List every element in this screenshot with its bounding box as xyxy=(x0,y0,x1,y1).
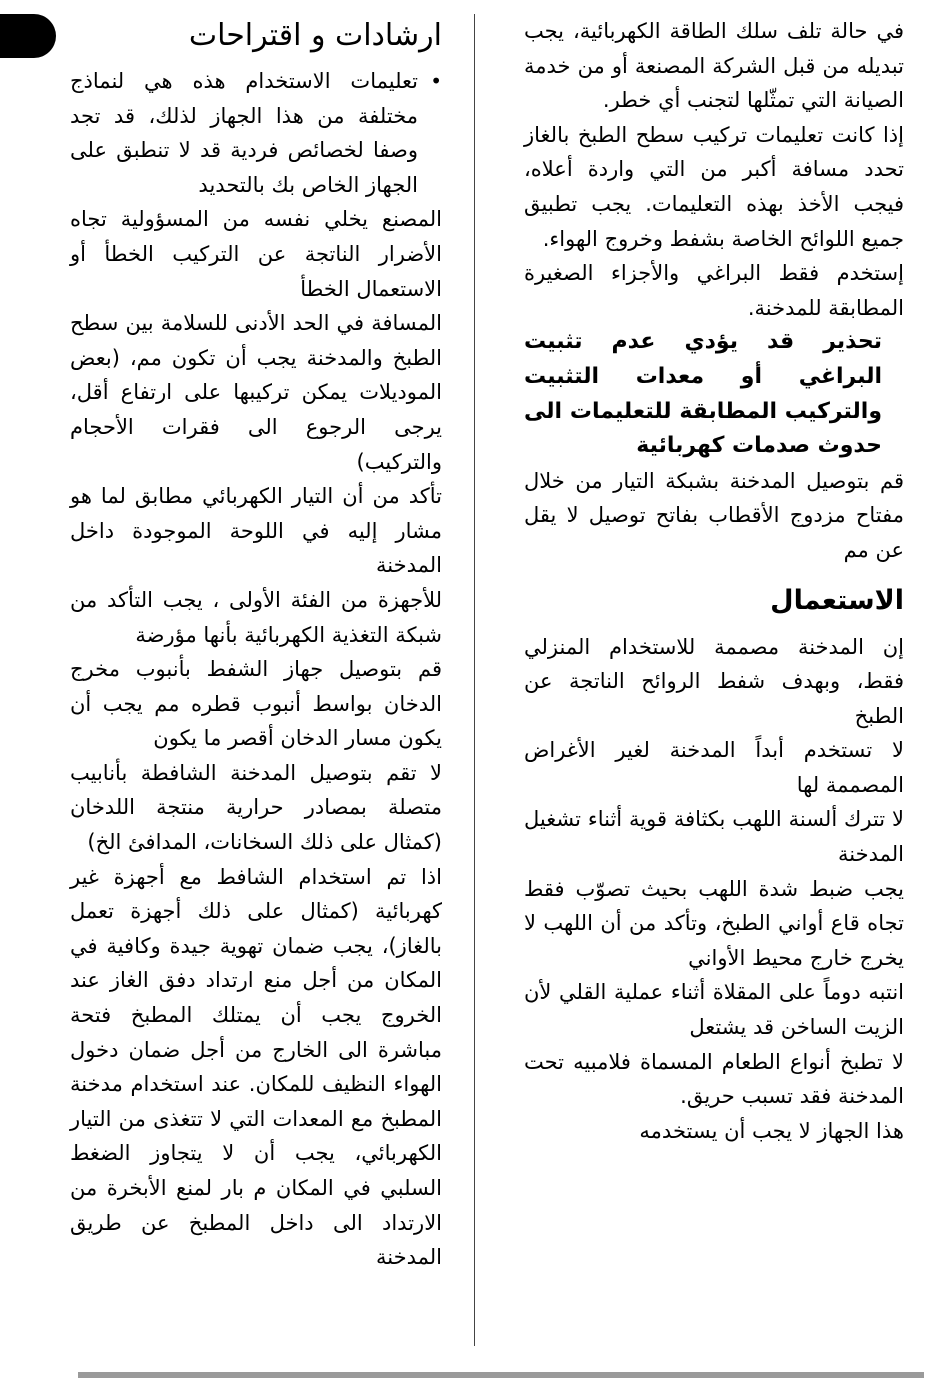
paragraph-intended-purpose: لا تستخدم أبداً المدخنة لغير الأغراض المصممة لها xyxy=(524,738,904,797)
paragraph-screws: إستخدم فقط البراغي والأجزاء الصغيرة المطابقة للمدخنة. xyxy=(524,261,904,320)
paragraph-frying: انتبه دوماً على المقلاة أثناء عملية القلي لأن الزيت الساخن قد يشتعل xyxy=(524,980,904,1040)
page-tab-marker xyxy=(0,14,56,58)
paragraph-voltage-check: تأكد من أن التيار الكهربائي مطابق لما هو مشار إليه في اللوحة الموجودة داخل المدخنة xyxy=(70,484,442,578)
bottom-rule xyxy=(78,1372,924,1378)
paragraph-gas-hob-distance: إذا كانت تعليمات تركيب سطح الطبخ بالغاز تحدد مسافة أكبر من التي واردة أعلاه، فيجب الأخذ بهذه التعليمات. يجب تطبيق جميع اللوائح الخاصة بشفط وخروج الهواء. xyxy=(524,122,904,251)
paragraph-flame-adjust: يجب ضبط شدة اللهب بحيث تصوّب فقط تجاه قاع أواني الطبخ، وتأكد من أن اللهب لا يخرج خارج محيط الأواني xyxy=(524,876,904,970)
paragraph-not-to-use: هذا الجهاز لا يجب أن يستخدمه xyxy=(639,1118,904,1143)
paragraph-heat-sources: لا تقم بتوصيل المدخنة الشافطة بأنابيب متصلة بمصادر حرارية منتجة اللدخان (كمثال على ذلك السخانات، المدافئ الخ) xyxy=(70,760,442,855)
paragraph-manufacturer-liability: المصنع يخلي نفسه من المسؤولية تجاه الأضرار الناتجة عن التركيب الخطأ أو الاستعمال الخطأ xyxy=(70,207,442,301)
left-column xyxy=(70,14,442,1275)
paragraph-strong-flames: لا تترك ألسنة اللهب بكثافة قوية أثناء تشغيل المدخنة xyxy=(524,807,904,867)
paragraph-power-cord: في حالة تلف سلك الطاقة الكهربائية، يجب تبديله من قبل الشركة المصنعة أو من خدمة الصيانة التي تمثّلها لتجنب أي خطر. xyxy=(524,19,904,113)
bullet-instructions-models: • تعليمات الاستخدام هذه هي لنماذج مختلفة من هذا الجهاز لذلك، قد تجد وصفا لخصائص فردية قد لا تنطبق على الجهاز الخاص بك بالتحديد xyxy=(70,64,442,202)
section-heading-tips: ارشادات و اقتراحات xyxy=(188,18,442,53)
paragraph-safety-distance: المسافة في الحد الأدنى للسلامة بين سطح الطبخ والمدخنة يجب أن تكون مم، (بعض الموديلات يمكن تركيبها على ارتفاع أقل، يرجى الرجوع الى فقرات الأحجام والتركيب) xyxy=(70,311,442,474)
warning-electric-shock: تحذير قد يؤدي عدم تثبيت البراغي أو معدات التثبيت والتركيب المطابقة للتعليمات الى حدوث صدمات كهربائية xyxy=(524,329,882,459)
paragraph-ventilation: اذا تم استخدام الشافط مع أجهزة غير كهربائية (كمثال على ذلك أجهزة تعمل بالغاز)، يجب ضمان تهوية جيدة وكافية في المكان من أجل منع ارتداد دفق الغاز عند الخروج يجب أن يمتلك المطبخ فتحة مباشرة الى الخارج من أجل ضمان دخول الهواء النظيف للمكان. عند استخدام مدخنة المطبخ مع المعدات التي لا تتغذى من التيار الكهربائي، يجب أن لا يتجاوز الضغط السلبي في المكان م بار لمنع الأبخرة من الارتداد الى داخل المطبخ عن طريق المدخنة xyxy=(70,864,442,1270)
right-column xyxy=(524,14,904,1148)
paragraph-flambe: لا تطبخ أنواع الطعام المسماة فلامبيه تحت المدخنة فقد تسبب حريق. xyxy=(524,1049,904,1109)
paragraph-class-one-earthing: للأجهزة من الفئة الأولى ، يجب التأكد من شبكة التغذية الكهربائية بأنها مؤرضة xyxy=(70,587,442,647)
column-divider xyxy=(474,14,475,1346)
paragraph-duct-connection: قم بتوصيل جهاز الشفط بأنبوب مخرج الدخان بواسط أنبوب قطره مم يجب أن يكون مسار الدخان أقصر ما يكون xyxy=(70,657,442,751)
paragraph-domestic-use: إن المدخنة مصممة للاستخدام المنزلي فقط، وبهدف شفط الروائح الناتجة عن الطبخ xyxy=(524,634,904,728)
paragraph-double-pole-switch: قم بتوصيل المدخنة بشبكة التيار من خلال مفتاح مزدوج الأقطاب بفاتح توصيل لا يقل عن مم xyxy=(524,468,904,562)
section-heading-use: الاستعمال xyxy=(770,584,904,616)
